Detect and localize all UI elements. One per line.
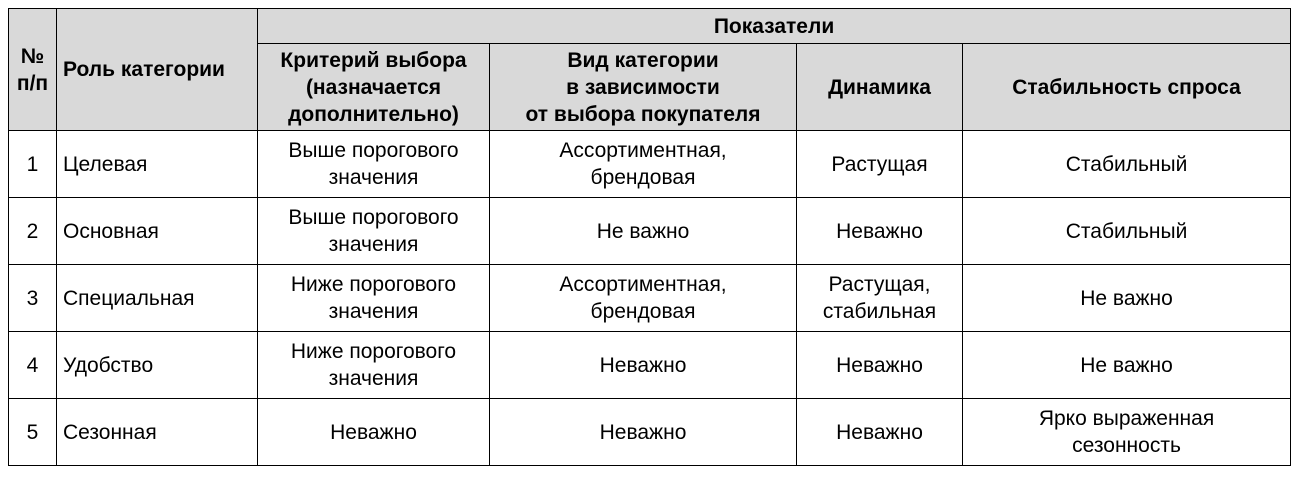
cell-num: 1	[9, 131, 57, 198]
cell-kind	[490, 265, 797, 332]
cell-role: Основная	[57, 198, 258, 265]
table-row	[9, 399, 1291, 466]
header-num	[9, 9, 57, 131]
header-criterion	[258, 44, 490, 131]
cell-role: Целевая	[57, 131, 258, 198]
cell-dynamics	[797, 265, 963, 332]
cell-criterion	[258, 265, 490, 332]
header-stability-label: Стабильность спроса	[1012, 75, 1241, 99]
cell-dynamics	[797, 332, 963, 399]
header-row-1	[9, 9, 1291, 44]
cell-stability-text: Ярко выраженная сезонность	[1038, 407, 1215, 457]
header-dynamics	[797, 44, 963, 131]
cell-criterion-text: Ниже порогового значения	[290, 273, 457, 323]
header-role	[57, 9, 258, 131]
cell-kind	[490, 332, 797, 399]
header-kind	[490, 44, 797, 131]
cell-dynamics	[797, 399, 963, 466]
cell-dynamics-text: Неважно	[836, 353, 923, 377]
cell-num: 5	[9, 399, 57, 466]
cell-criterion	[258, 198, 490, 265]
header-group-label: Показатели	[713, 14, 835, 38]
cell-num: 3	[9, 265, 57, 332]
cell-stability	[963, 265, 1291, 332]
cell-kind	[490, 131, 797, 198]
cell-stability-text: Стабильный	[1065, 152, 1188, 176]
header-dynamics-label: Динамика	[828, 75, 931, 99]
cell-kind-text: Ассортиментная, брендовая	[559, 273, 727, 323]
cell-dynamics	[797, 131, 963, 198]
document-page	[8, 8, 1291, 466]
table-body	[9, 131, 1291, 466]
header-kind-label: Вид категории в зависимости от выбора покупателя	[525, 48, 761, 126]
cell-dynamics-text: Растущая	[831, 152, 928, 176]
cell-kind	[490, 399, 797, 466]
header-num-label: № п/п	[16, 44, 49, 95]
cell-kind-text: Неважно	[599, 353, 687, 377]
cell-criterion-text: Неважно	[330, 420, 417, 444]
cell-num: 2	[9, 198, 57, 265]
cell-kind-text: Ассортиментная, брендовая	[559, 139, 727, 189]
cell-kind-text: Неважно	[599, 420, 687, 444]
table-row	[9, 131, 1291, 198]
cell-role: Специальная	[57, 265, 258, 332]
cell-dynamics-text: Неважно	[836, 219, 923, 243]
header-criterion-label: Критерий выбора (назначается дополнительно)	[280, 48, 467, 126]
cell-kind-text: Не важно	[596, 219, 690, 243]
cell-stability	[963, 198, 1291, 265]
cell-criterion-text: Ниже порогового значения	[290, 340, 457, 390]
cell-role: Сезонная	[57, 399, 258, 466]
table-row	[9, 332, 1291, 399]
cell-criterion	[258, 131, 490, 198]
header-group-indicators	[258, 9, 1291, 44]
cell-stability-text: Не важно	[1080, 353, 1173, 377]
table-row	[9, 198, 1291, 265]
cell-criterion-text: Выше порогового значения	[288, 206, 459, 256]
cell-num: 4	[9, 332, 57, 399]
header-role-label: Роль категории	[63, 58, 225, 81]
cell-dynamics	[797, 198, 963, 265]
cell-criterion	[258, 399, 490, 466]
cell-criterion	[258, 332, 490, 399]
cell-stability	[963, 332, 1291, 399]
category-roles-table	[8, 8, 1291, 466]
table-header	[9, 9, 1291, 131]
cell-dynamics-text: Растущая, стабильная	[822, 273, 937, 323]
cell-stability-text: Не важно	[1080, 286, 1173, 310]
cell-stability	[963, 399, 1291, 466]
cell-criterion-text: Выше порогового значения	[288, 139, 459, 189]
cell-dynamics-text: Неважно	[836, 420, 923, 444]
table-row	[9, 265, 1291, 332]
cell-kind	[490, 198, 797, 265]
cell-role: Удобство	[57, 332, 258, 399]
cell-stability	[963, 131, 1291, 198]
cell-stability-text: Стабильный	[1065, 219, 1188, 243]
header-stability	[963, 44, 1291, 131]
